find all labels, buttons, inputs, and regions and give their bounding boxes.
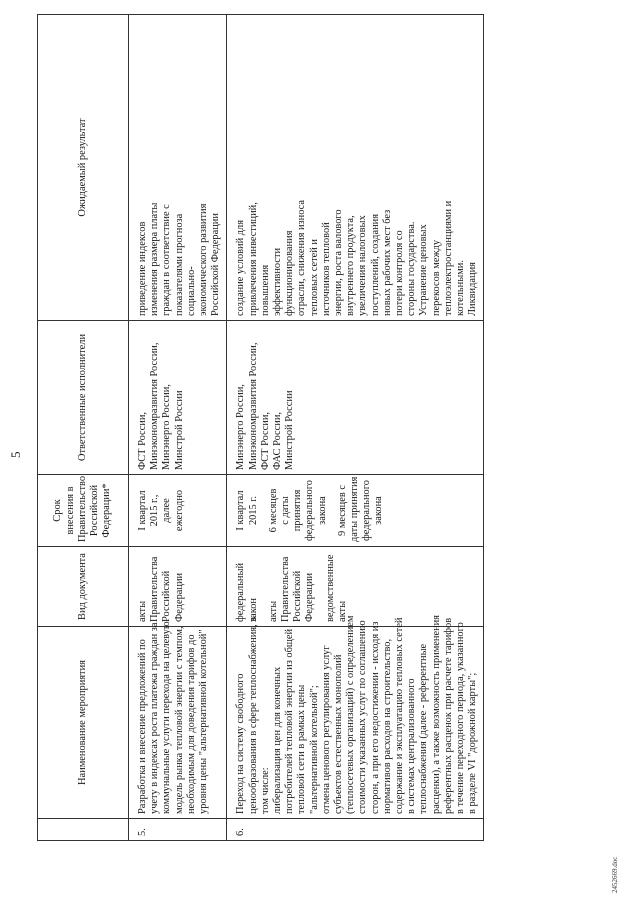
- text-line: 2015 г.,: [149, 494, 161, 527]
- header-number: [38, 819, 129, 841]
- table-header-row: [38, 15, 129, 841]
- text-line: Минстрой России: [284, 390, 296, 470]
- text-line: закона: [373, 496, 385, 525]
- text-line: внесения в: [64, 486, 76, 535]
- text-line: ежегодно: [173, 489, 185, 532]
- text-line: Российской: [89, 484, 101, 537]
- text-line: Российской: [292, 570, 304, 622]
- header-measure-name: Наименование мероприятия: [38, 627, 129, 819]
- text-line: перекосов между: [430, 239, 442, 316]
- row-number: 5.: [129, 819, 227, 841]
- text-line: источников тепловой: [320, 222, 332, 316]
- text-line: далее: [161, 498, 173, 523]
- executors: [227, 321, 484, 475]
- text-line: "альтернативной котельной";: [308, 685, 320, 814]
- text-line: ФСТ России,: [259, 411, 271, 470]
- text-line: сторон, а при его недостижении - исходя из: [369, 621, 381, 814]
- text-line: Федерации*: [101, 483, 113, 538]
- text-line: даты принятия: [349, 476, 361, 542]
- measure-name: [227, 615, 484, 819]
- text-line: в течение переходного периода, указанного: [455, 622, 467, 814]
- text-line: Федерации: [304, 572, 316, 622]
- deadline: [227, 475, 484, 547]
- page-number: 5: [8, 451, 23, 458]
- text-line: ФСТ России,: [137, 411, 148, 470]
- text-line: Российской: [161, 570, 173, 622]
- text-line: Правительства: [149, 556, 161, 622]
- text-line: стороны государства.: [406, 221, 418, 316]
- text-line: отрасли, снижения износа: [296, 199, 308, 316]
- text-line: Минэнерго России,: [161, 384, 173, 470]
- text-line: Срок: [52, 499, 64, 522]
- text-line: в разделе VI "дорожной карты";: [467, 672, 479, 814]
- text-line: теплоснабжения (далее - референтные: [418, 643, 430, 814]
- text-line: I квартал: [137, 490, 148, 531]
- text-line: модель рынка тепловой энергии с темпом,: [173, 626, 185, 814]
- text-line: изменения размера платы: [149, 202, 161, 316]
- text-line: коммунальные услуги перехода на целевую: [161, 621, 173, 814]
- text-line: стоимости указанных услуг по соглашению: [357, 620, 369, 814]
- text-line: необходимым для доведения тарифов до: [185, 634, 197, 814]
- text-line: потребителей тепловой энергии из общей: [284, 628, 296, 814]
- text-line: повышения: [259, 264, 271, 316]
- text-line: Минэнерго России,: [235, 384, 247, 470]
- row-number: 6.: [227, 819, 484, 841]
- text-line: ведомственные: [324, 554, 336, 622]
- text-line: (теплосетевых организаций) с определением: [345, 615, 357, 814]
- text-line: Правительства: [280, 556, 292, 622]
- header-expected-result: Ожидаемый результат: [38, 15, 129, 321]
- text-line: Правительство: [76, 475, 88, 542]
- text-line: расценки), а также возможность применения: [430, 615, 442, 814]
- text-line: федеральный: [235, 562, 247, 622]
- text-line: Минэкономразвития России,: [247, 342, 259, 470]
- text-line: либерализация цен для конечных: [272, 666, 284, 814]
- deadline: [129, 475, 227, 547]
- text-line: показателями прогноза: [173, 213, 185, 316]
- text-line: Федерации: [173, 572, 185, 622]
- text-line: с даты: [280, 496, 292, 525]
- executors: [129, 321, 227, 475]
- text-line: отмена ценового регулирования услуг: [320, 645, 332, 814]
- table-row: [227, 15, 484, 841]
- text-line: тепловых сетей и: [308, 239, 320, 316]
- text-line: нормативов расходов на строительство,: [381, 638, 393, 814]
- document-file-id: 2452669.doc: [611, 856, 619, 893]
- header-document-type: Вид документа: [38, 547, 129, 627]
- expected-result: [227, 15, 484, 321]
- text-line: привлечения инвестиций,: [247, 202, 259, 316]
- text-line: эффективности: [272, 247, 284, 316]
- text-line: принятия: [292, 489, 304, 532]
- text-line: Минэкономразвития России,: [149, 342, 161, 470]
- document-type: [129, 547, 227, 627]
- text-line: ФАС России,: [272, 412, 284, 470]
- text-line: 9 месяцев с: [336, 485, 348, 536]
- text-line: акты: [267, 600, 279, 622]
- text-line: 2015 г.: [247, 495, 259, 526]
- header-executors: Ответственные исполнители: [38, 321, 129, 475]
- text-line: теплоэлектростанциями и: [442, 200, 454, 316]
- text-line: функционирования: [284, 230, 296, 316]
- text-line: Устранение ценовых: [418, 224, 430, 316]
- measures-table: [37, 14, 484, 841]
- text-line: поступлений, создания: [369, 214, 381, 316]
- text-line: потери контроля со: [394, 230, 406, 316]
- text-line: субъектов естественных монополий: [333, 654, 345, 814]
- text-line: том числе:: [259, 767, 271, 814]
- text-line: федерального: [304, 480, 316, 541]
- text-line: новых рабочих мест без: [381, 209, 393, 316]
- measure-name: [129, 621, 227, 819]
- text-line: 6 месяцев: [267, 488, 279, 533]
- text-line: граждан в соответствие с: [161, 204, 173, 316]
- text-line: учету в индексах роста платежа граждан за: [149, 622, 161, 814]
- text-line: социально-: [185, 266, 197, 316]
- text-line: I квартал: [235, 490, 247, 531]
- text-line: в системах централизованного: [406, 678, 418, 814]
- text-line: Российской Федерации: [210, 213, 222, 316]
- text-line: акты: [336, 600, 348, 622]
- header-deadline: [38, 475, 129, 547]
- text-line: тепловой сети в рамках цены: [296, 684, 308, 814]
- expected-result: [129, 15, 227, 321]
- text-line: котельными.: [455, 260, 467, 316]
- text-line: закон: [247, 598, 259, 622]
- text-line: экономического развития: [198, 203, 210, 316]
- table-row: [129, 15, 227, 841]
- text-line: референтных расценок при расчете тарифов: [442, 617, 454, 814]
- text-line: уровня цены "альтернативной котельной": [198, 629, 210, 814]
- text-line: Переход на систему свободного: [235, 673, 247, 814]
- text-line: акты: [137, 600, 148, 622]
- document-type: [227, 547, 484, 627]
- text-line: приведение индексов: [137, 221, 148, 316]
- text-line: закона: [316, 496, 328, 525]
- text-line: внутреннего продукта,: [345, 215, 357, 316]
- text-line: ценообразования в сфере теплоснабжения, в: [247, 616, 259, 814]
- text-line: федерального: [361, 480, 373, 541]
- text-line: создание условий для: [235, 219, 247, 316]
- text-line: Разработка и внесение предложений по: [137, 639, 148, 814]
- text-line: увеличения налоговых: [357, 215, 369, 316]
- text-line: Ликвидация: [467, 262, 479, 316]
- text-line: Минстрой России: [173, 390, 185, 470]
- text-line: содержание и эксплуатацию тепловых сетей: [394, 617, 406, 814]
- text-line: энергии, роста валового: [333, 209, 345, 316]
